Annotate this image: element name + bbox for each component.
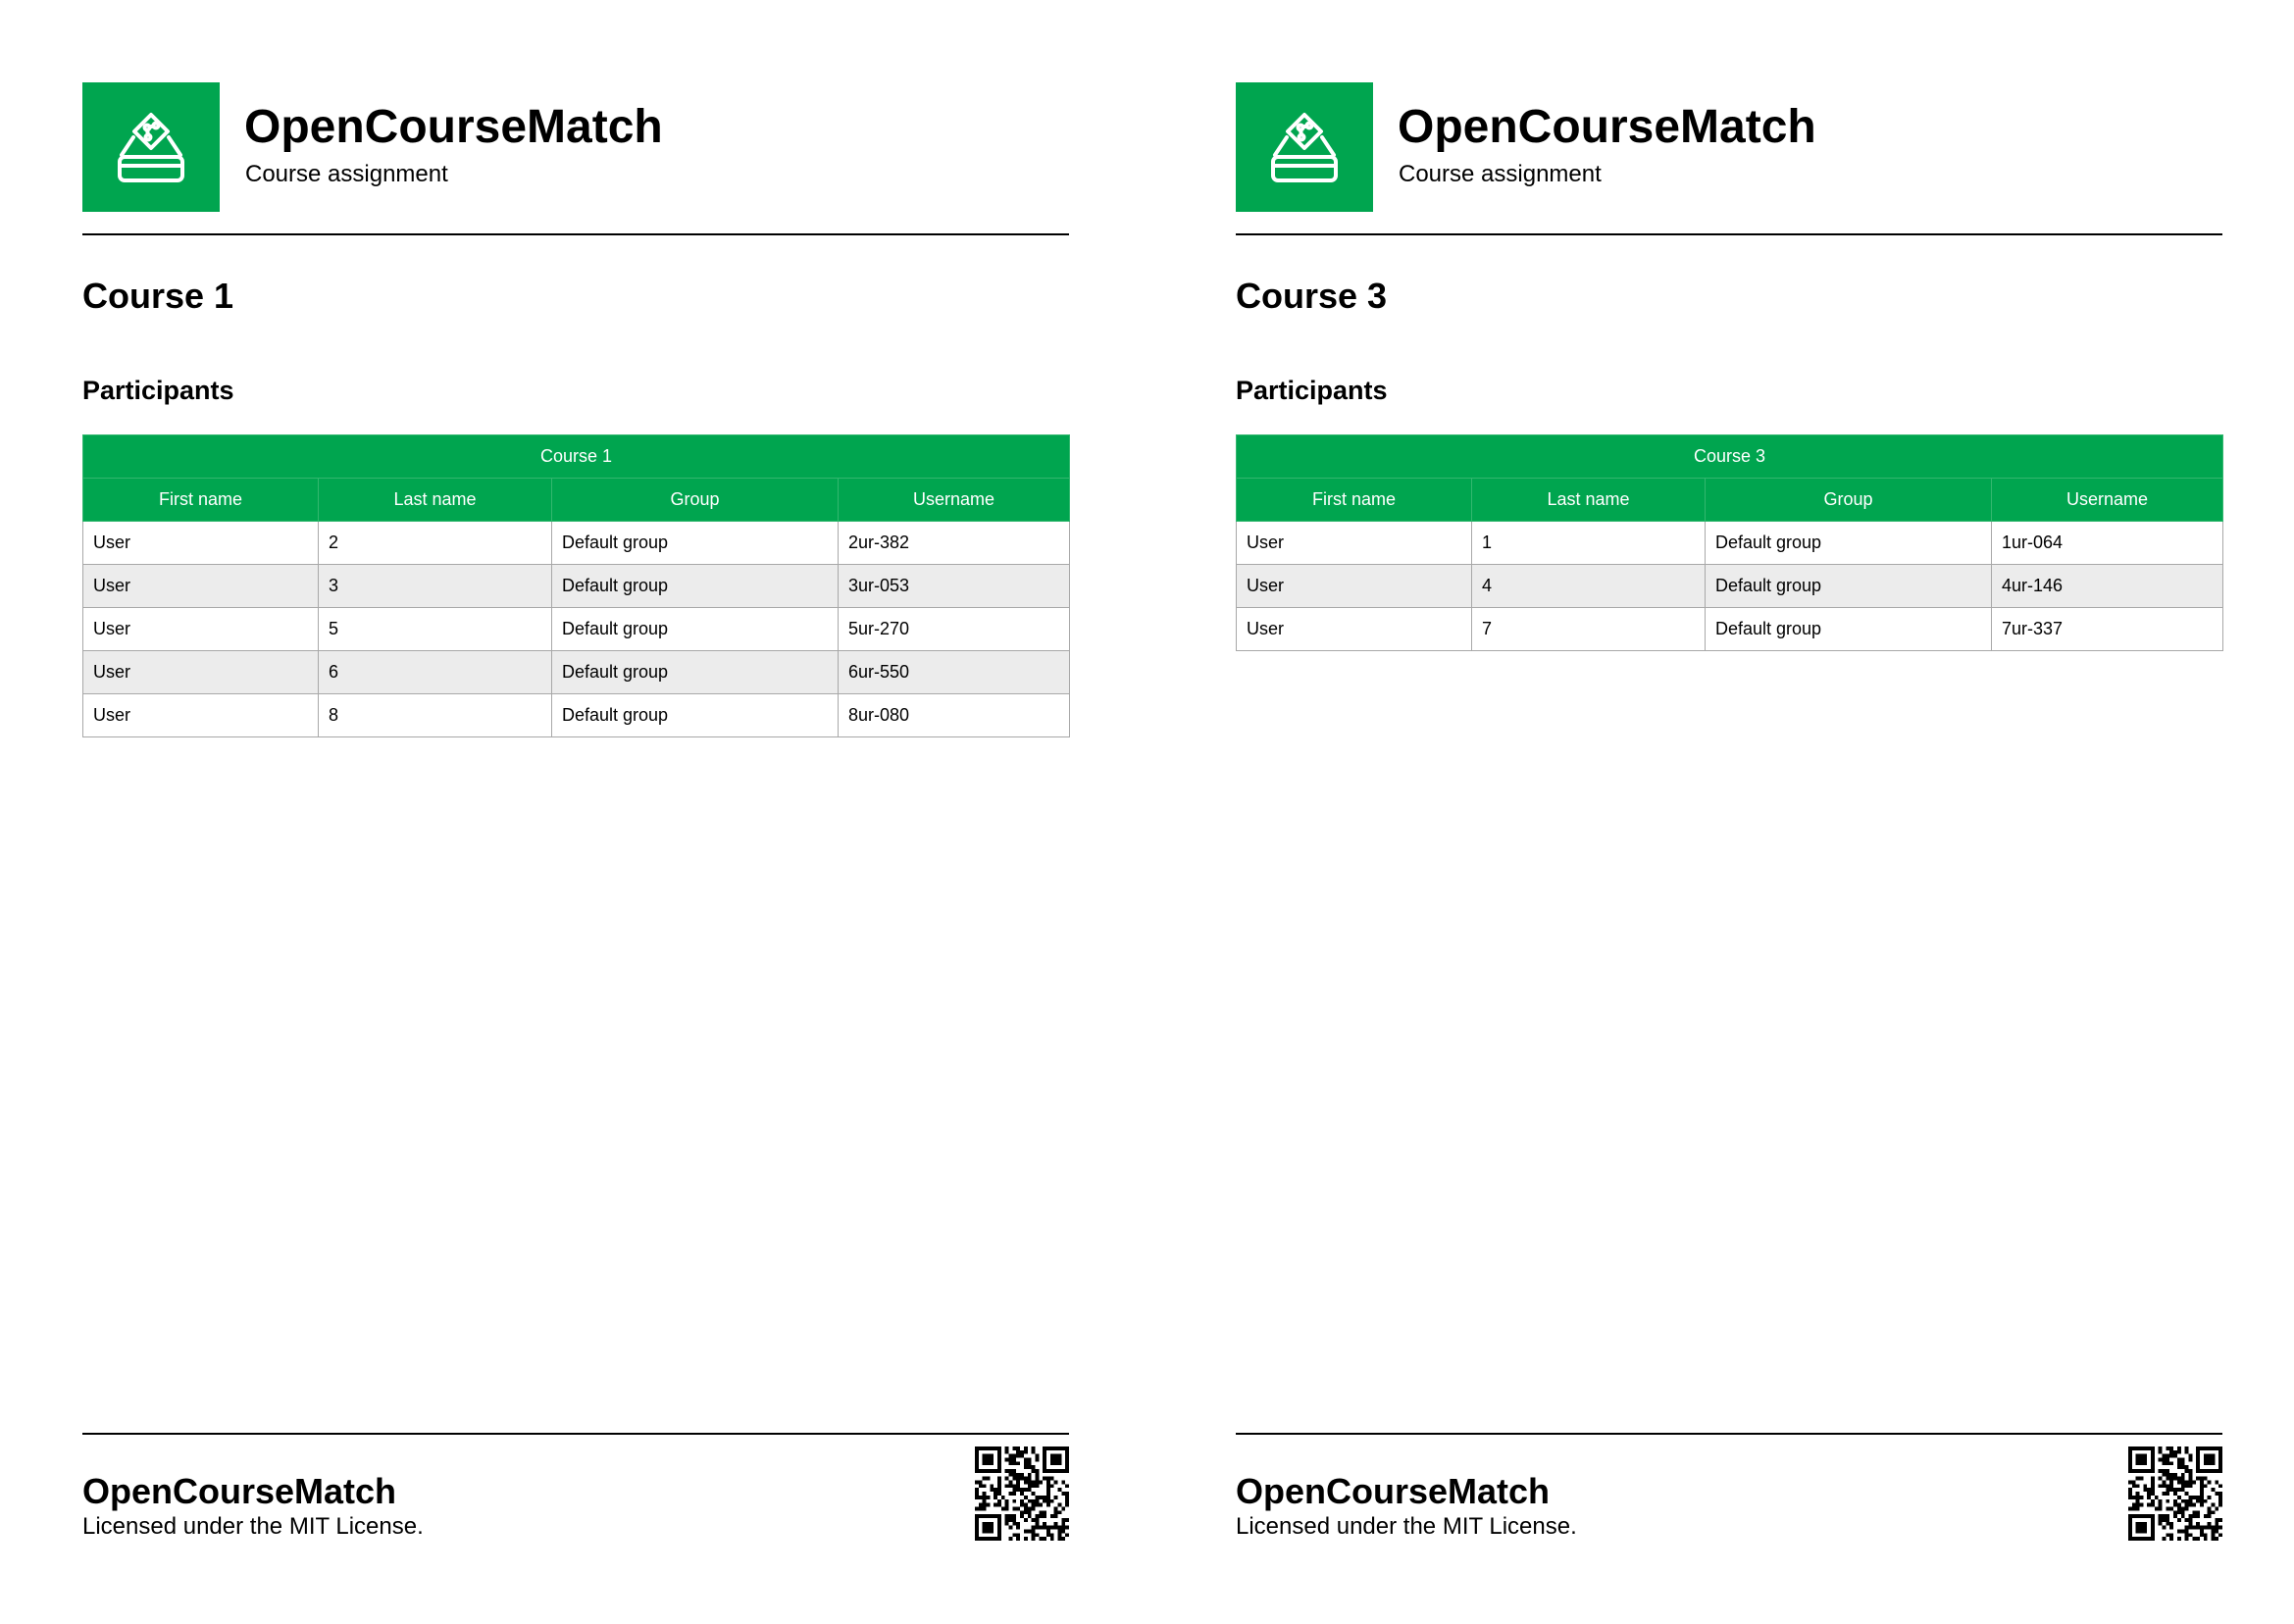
cell-last-name: 5	[319, 608, 552, 651]
table-row	[83, 651, 1070, 694]
column-header-username: Username	[839, 479, 1070, 522]
table-row	[83, 522, 1070, 565]
column-header-group: Group	[1706, 479, 1992, 522]
cell-group: Default group	[552, 608, 839, 651]
table-row	[83, 565, 1070, 608]
column-header-username: Username	[1992, 479, 2223, 522]
page-footer	[82, 1433, 1069, 1550]
column-header-last-name: Last name	[1472, 479, 1706, 522]
cell-group: Default group	[1706, 608, 1992, 651]
app-subtitle: Course assignment	[245, 161, 448, 187]
qr-code-icon	[975, 1446, 1069, 1541]
cell-username: 2ur-382	[839, 522, 1070, 565]
table-row	[1237, 522, 2223, 565]
column-header-group: Group	[552, 479, 839, 522]
participants-heading: Participants	[1236, 376, 1388, 405]
cell-username: 7ur-337	[1992, 608, 2223, 651]
cell-group: Default group	[552, 651, 839, 694]
cell-first-name: User	[83, 694, 319, 737]
ballot-box-icon	[1236, 82, 1373, 212]
qr-code-icon	[2128, 1446, 2222, 1541]
cell-username: 4ur-146	[1992, 565, 2223, 608]
column-header-first-name: First name	[1237, 479, 1472, 522]
logo-box	[82, 82, 220, 212]
table-row	[83, 608, 1070, 651]
cell-username: 1ur-064	[1992, 522, 2223, 565]
footer-title: OpenCourseMatch	[1236, 1471, 1551, 1511]
table-row	[83, 694, 1070, 737]
column-header-first-name: First name	[83, 479, 319, 522]
cell-first-name: User	[83, 565, 319, 608]
app-title: OpenCourseMatch	[1398, 101, 1816, 153]
page-header	[82, 82, 1069, 235]
cell-first-name: User	[83, 651, 319, 694]
ballot-box-icon	[82, 82, 220, 212]
cell-group: Default group	[552, 694, 839, 737]
column-header-last-name: Last name	[319, 479, 552, 522]
logo-box	[1236, 82, 1373, 212]
footer-license: Licensed under the MIT License.	[1236, 1513, 1577, 1540]
participants-table	[82, 434, 1070, 737]
app-subtitle: Course assignment	[1399, 161, 1602, 187]
cell-first-name: User	[1237, 608, 1472, 651]
cell-last-name: 7	[1472, 608, 1706, 651]
cell-last-name: 8	[319, 694, 552, 737]
table-row	[1237, 608, 2223, 651]
app-title: OpenCourseMatch	[244, 101, 663, 153]
cell-last-name: 2	[319, 522, 552, 565]
document-page-2	[1153, 0, 2294, 1624]
cell-username: 6ur-550	[839, 651, 1070, 694]
footer-title: OpenCourseMatch	[82, 1471, 397, 1511]
course-title: Course 3	[1236, 276, 1388, 316]
cell-username: 3ur-053	[839, 565, 1070, 608]
table-caption: Course 1	[83, 435, 1070, 479]
table-row	[1237, 565, 2223, 608]
cell-group: Default group	[552, 565, 839, 608]
cell-first-name: User	[83, 608, 319, 651]
cell-first-name: User	[1237, 565, 1472, 608]
footer-license: Licensed under the MIT License.	[82, 1513, 424, 1540]
page-header	[1236, 82, 2222, 235]
participants-table	[1236, 434, 2223, 651]
cell-group: Default group	[552, 522, 839, 565]
cell-username: 8ur-080	[839, 694, 1070, 737]
cell-last-name: 6	[319, 651, 552, 694]
cell-last-name: 1	[1472, 522, 1706, 565]
cell-first-name: User	[1237, 522, 1472, 565]
course-title: Course 1	[82, 276, 234, 316]
page-footer	[1236, 1433, 2222, 1550]
cell-username: 5ur-270	[839, 608, 1070, 651]
table-caption: Course 3	[1237, 435, 2223, 479]
participants-heading: Participants	[82, 376, 234, 405]
cell-group: Default group	[1706, 522, 1992, 565]
cell-first-name: User	[83, 522, 319, 565]
cell-group: Default group	[1706, 565, 1992, 608]
cell-last-name: 3	[319, 565, 552, 608]
cell-last-name: 4	[1472, 565, 1706, 608]
